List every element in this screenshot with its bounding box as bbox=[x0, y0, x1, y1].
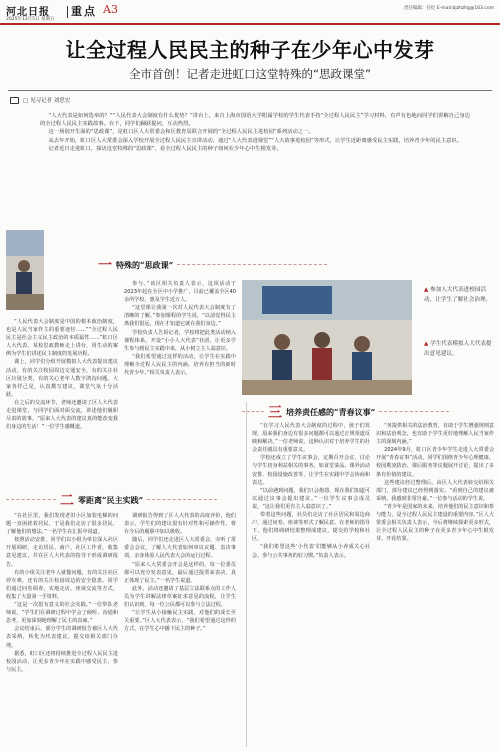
section-label: 重点 bbox=[71, 5, 97, 18]
editor-info: 责任编辑：任纪 E-mail:bjzhzhg@163.com bbox=[403, 6, 494, 11]
camera-icon bbox=[10, 97, 19, 104]
paragraph: 在之后的交流环节，老师还邀请了区人大代表走进课堂，与同学们面对面交流，讲述他们履职尽责的故事。“原来人大代表的建议真的能改变我们身边的生活！”一位学生感慨道。 bbox=[6, 399, 118, 431]
newspaper-logo: 河北日报 bbox=[6, 7, 50, 18]
paragraph: “务提供相关的法治教育，有助于学生增强规则意识和法治观念，也有助于学生更好地理解人民当家作主的深刻内涵。” bbox=[376, 423, 494, 446]
lead-paragraph: “人大代表是如何选举的？”“人民代表大会制度有什么优势？”讲台上，来自上海市国语大学附属学校的学生代表手持“全过程人民民主”学习材料，有声有色地向同学们讲解自己身边的全过程人民民主实践故事。台下，同学们踊跃提问，互动热烈。 bbox=[40, 113, 470, 128]
caption-text: 参加人大代表进校园活动，让学生了解社会治理。 bbox=[424, 287, 492, 303]
dashed-rule bbox=[6, 499, 56, 501]
caption-text: 学生代表模拟人大代表提出意见建议。 bbox=[424, 341, 492, 357]
paragraph: 会议结束后，部分学生的调研报告被区人大代表采纳，转化为代表建议，提交给相关部门办理。 bbox=[6, 626, 118, 649]
column-divider bbox=[246, 402, 247, 747]
photo-center bbox=[242, 280, 412, 395]
paragraph: “让学生从小接触民主实践，对他们的成长至关重要。”区人大代表表示，“我们希望通过这样的方式，在学生心中播下民主的种子。” bbox=[124, 610, 236, 633]
lead-paragraph: 从去年开始，虹口区人大常委会深入学校开展全过程人民民主宣讲活动，通过“人大代表进课堂”“人大故事进校园”等形式，让学生近距离感受民主实践，培养青少年的民主意识。 bbox=[48, 137, 463, 144]
section-title bbox=[242, 402, 492, 422]
divider bbox=[8, 90, 492, 91]
header-rule bbox=[0, 23, 500, 25]
paragraph: 学校还成立了学生议事会，定期召开会议，讨论与学生切身利益相关的事务，如食堂菜品、课外活动安排、校园设施改善等，让学生在实践中学会协商和表达。 bbox=[252, 455, 370, 486]
section-two bbox=[6, 490, 242, 510]
section-number: 一 bbox=[98, 258, 112, 274]
lead-paragraph: 记者近日走进虹口，探访这堂特殊的“思政课”，看全过程人民民主的种子如何在少年心中生根发芽。 bbox=[48, 145, 282, 152]
byline bbox=[10, 96, 70, 104]
paragraph: 参与。”该区相关负责人表示，这项活动于2023年起在全区中小学推广，目前已覆盖全区40余所学校，惠及学生近万人。 bbox=[124, 281, 236, 304]
subheadline: 全市首创！记者走进虹口这堂特殊的“思政课堂” bbox=[129, 67, 371, 81]
paragraph: “我们希望这些‘小代表’们能够从小养成关心社会、参与公共事务的好习惯。”负责人表示。 bbox=[252, 544, 370, 559]
paragraph: “这是一次很有意义的社会实践。”一位带队老师说，“学生们在调研过程中学会了倾听、沟通和思考，更加深刻地理解了民主的真谛。” bbox=[6, 602, 118, 625]
section-title bbox=[6, 490, 242, 510]
page-number: A3 bbox=[103, 3, 118, 16]
section-three-col-2 bbox=[376, 422, 494, 747]
section-title bbox=[98, 255, 490, 275]
headline: 让全过程人民民主的种子在少年心中发芽 bbox=[65, 38, 435, 62]
paragraph: “我们希望通过这样的活动，让学生在实践中理解全过程人民民主的内涵，培养有担当的新时代青少年。”相关负责人表示。 bbox=[124, 353, 236, 377]
header-separator bbox=[67, 6, 68, 18]
section-one-col-1 bbox=[6, 318, 118, 483]
section-one-col-2 bbox=[124, 280, 236, 480]
triangle-icon: ▲ bbox=[424, 287, 429, 293]
paragraph: 调研报告得到了区人大代表的高度评价，他们表示，学生们的建议很有针对性和可操作性，将在今后的履职中加以吸收。 bbox=[124, 513, 236, 536]
paragraph: 随后，同学们还走进区人大常委会，旁听了常委会会议，了解人大代表如何审议议题、表决事项，亲身体验人民代表大会的运行过程。 bbox=[124, 537, 236, 560]
section-three bbox=[242, 402, 492, 422]
paragraph: “在学习人民代表大会制度的过程中，孩子们发现，原来我们身边有很多问题都可以通过正规渠道反映和解决。”一位老师说，这种认识对于培养学生的社会责任感具有重要意义。 bbox=[252, 423, 370, 454]
paragraph: “人民代表大会制度是中国的根本政治制度，也是人民当家作主的重要途径……”“全过程人民民主是社会主义民主政治的本质属性……”虹口区人大代表、某校思政教师走上讲台，用生动的案例为学生们讲述民主制度的发展历程。 bbox=[6, 319, 118, 358]
section-two-col-1 bbox=[6, 512, 118, 748]
triangle-icon: ▲ bbox=[424, 341, 429, 347]
issue-date: 2025年12月5日 星期五 bbox=[6, 17, 55, 22]
section-number: 二 bbox=[60, 493, 74, 509]
section-two-col-2 bbox=[124, 512, 236, 748]
byline-text: □ 见习记者 刘思宏 bbox=[23, 98, 71, 104]
paragraph: “青少年是国家的未来，培养他们的民主意识和参与能力，是全过程人民民主建设的重要内容。”区人大常委会相关负责人表示，今后将继续探索更多形式，让全过程人民民主的种子在更多青少年心中生根发芽、开花结果。 bbox=[376, 503, 494, 543]
paragraph: 此外，活动还邀请了基层立法联系点的工作人员为学生讲解法律草案征求意见的流程，让学生们认识到，每一位公民都可以参与立法过程。 bbox=[124, 585, 236, 609]
dashed-rule bbox=[177, 264, 327, 266]
dashed-rule bbox=[379, 411, 449, 413]
paragraph: “原来人大常委会开会是这样的，每一位委员都可以充分发表意见，最后通过投票来表决，真正体现了民主。”一名学生说道。 bbox=[124, 561, 236, 584]
paragraph: 按照活动安排，同学们以小组为单位深入社区开展调研，走访居民、商户、社区工作者，收集意见建议，并在区人大代表的指导下形成调研报告。 bbox=[6, 537, 118, 568]
classroom-photo-icon bbox=[6, 230, 44, 310]
lead-paragraphs bbox=[40, 112, 470, 153]
paragraph: 据悉，虹口区还将持续推进全过程人民民主进校园活动，让更多青少年在实践中感受民主、参与民主。 bbox=[6, 650, 118, 673]
paragraph: “在社区里，我们发现老旧小区加装电梯的问题一直困扰着居民，于是我们走访了很多居民，了解他们的想法。”一名学生在汇报中说道。 bbox=[6, 513, 118, 536]
paragraph: 学校负责人告诉记者，学校将把此类活动纳入课程体系，开设“小小人大代表”社团，让更多学生参与到民主实践中来，从小树立主人翁意识。 bbox=[124, 329, 236, 352]
section-three-col-1 bbox=[252, 422, 370, 747]
paragraph: 课上，同学们分组开展模拟人大代表提出建议活动，有的关注校园周边交通安全，有的关注社区垃圾分类，有的关心老年人数字鸿沟问题。大家各抒己见，认真撰写建议，课堂气氛十分活跃。 bbox=[6, 359, 118, 398]
paragraph: 这些建议经过整理后，由区人大代表转交给相关部门，部分建议已经得到落实。“看到自己的建议被采纳，我感到非常自豪。”一位参与活动的学生说。 bbox=[376, 479, 494, 502]
paragraph: 2024年9月，虹口区青少年学生走进人大常委会开展“青春议事”活动。同学们围绕青少年心理健康、校园欺凌防治、课后服务等议题展开讨论，提出了多条有价值的建议。 bbox=[376, 447, 494, 478]
section-heading: 培养责任感的“青春议事” bbox=[286, 406, 376, 417]
section-heading: 特殊的“思政课” bbox=[116, 259, 174, 270]
caption-bottom bbox=[424, 340, 494, 359]
section-number: 三 bbox=[268, 405, 282, 421]
lead-paragraph: 这一场别开生面的“思政课”，是虹口区人大常委会和区教育局联合开展的“全过程人民民主进校园”系列活动之一。 bbox=[48, 129, 314, 136]
classroom-photo bbox=[242, 280, 412, 395]
paragraph: 有的小组关注老年人就餐问题，有的关注社区停车难，还有的关注校园周边的安全隐患。同学们通过问卷调查、实地走访、座谈交流等方式，收集了大量第一手资料。 bbox=[6, 569, 118, 600]
paragraph: “以前遇到问题，我们只会抱怨，现在我们知道可以通过议事会提出建议。”一位学生议事会成员说，“这让我们更有主人翁意识了。” bbox=[252, 487, 370, 510]
section-one bbox=[50, 255, 490, 275]
dashed-rule bbox=[147, 499, 217, 501]
paragraph: “这堂课让我第一次对人民代表大会制度有了清晰的了解。”参加课程的学生说，“以前觉得民主离我们很远，现在才知道它就在我们身边。” bbox=[124, 305, 236, 328]
section-heading: 零距离“民主实践” bbox=[78, 494, 144, 505]
caption-top bbox=[424, 286, 494, 305]
paragraph: 带着这些问题，社员们走访了社区居民和周边商户，通过问卷、座谈等形式了解民意。在老师的指导下，他们将调研结果整理成建议，提交给学校和社区。 bbox=[252, 512, 370, 543]
photo-left bbox=[6, 230, 44, 310]
